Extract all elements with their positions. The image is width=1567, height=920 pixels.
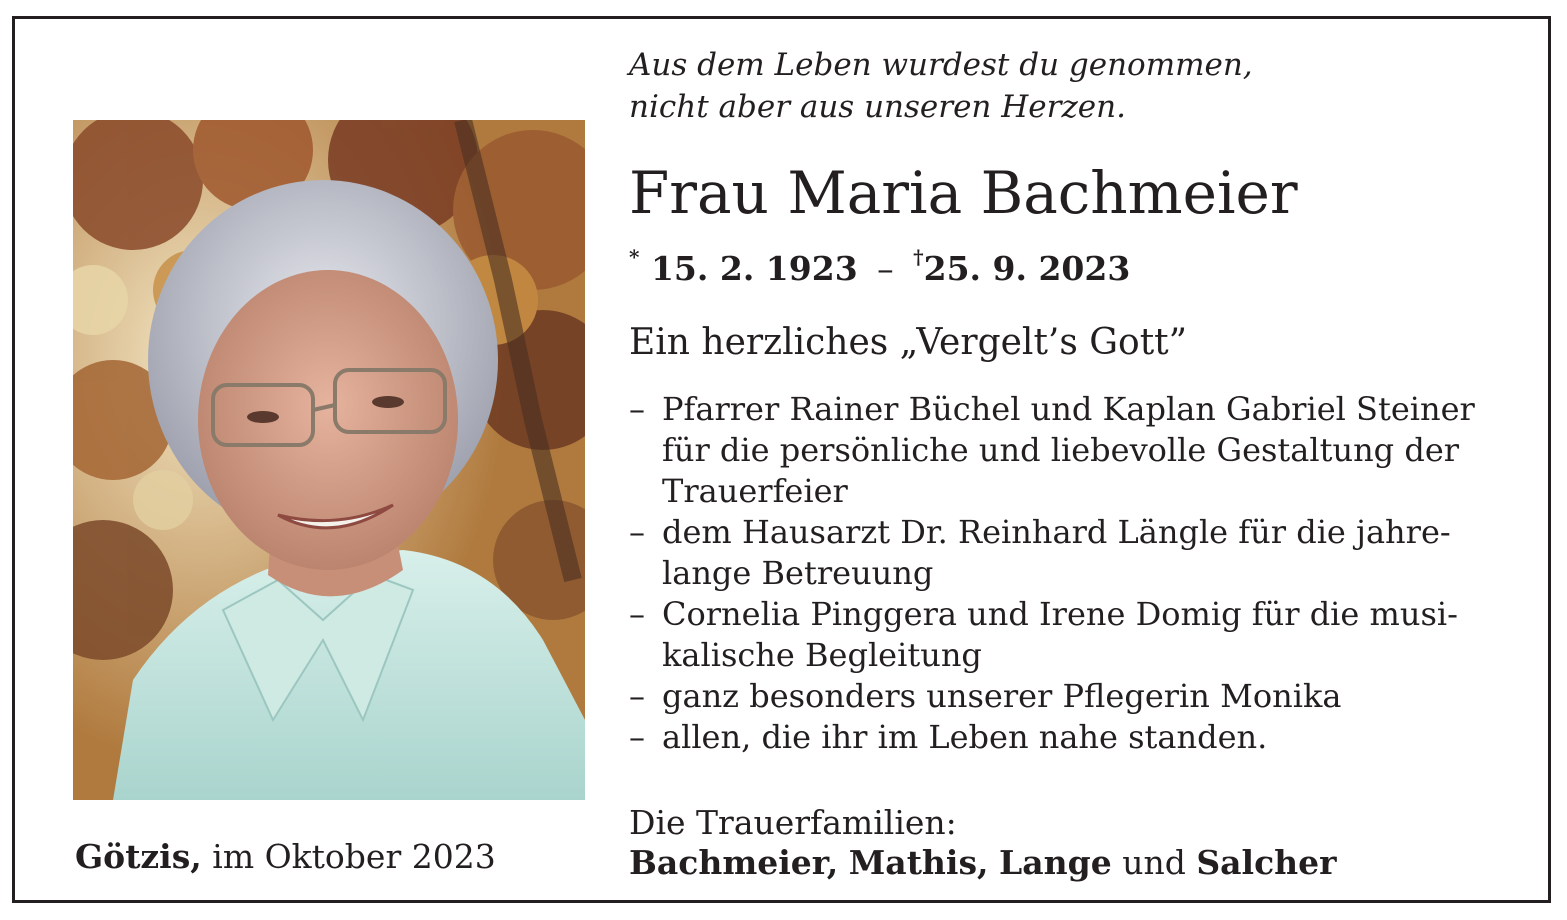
- family-name: Lange: [999, 843, 1112, 882]
- motto-line: nicht aber aus unseren Herzen.: [629, 89, 1126, 125]
- date-separator: –: [877, 249, 894, 288]
- family-names: [629, 841, 1337, 885]
- thanks-line: kalische Begleitung: [662, 636, 982, 674]
- thanks-line: lange Betreuung: [662, 554, 934, 592]
- death-symbol: †: [913, 245, 924, 269]
- family-name: Mathis,: [848, 843, 989, 882]
- notice-date: im Oktober 2023: [212, 837, 496, 876]
- families-label: Die Trauerfamilien:: [629, 803, 957, 842]
- thanks-line: Cornelia Pinggera und Irene Domig für die musi-: [662, 595, 1458, 633]
- thanks-item: [629, 594, 1529, 676]
- bullet-dash: –: [629, 595, 645, 633]
- thanks-line: Pfarrer Rainer Büchel und Kaplan Gabriel Steiner: [662, 390, 1475, 428]
- bullet-dash: –: [629, 390, 645, 428]
- place-date: [75, 835, 496, 879]
- thanks-list: [629, 389, 1529, 758]
- thanks-line: für die persönliche und liebevolle Gestaltung der: [662, 431, 1460, 469]
- death-date: 25. 9. 2023: [923, 249, 1131, 288]
- birth-date: 15. 2. 1923: [650, 249, 858, 288]
- thanks-line: ganz besonders unserer Pflegerin Monika: [662, 677, 1342, 715]
- bullet-dash: –: [629, 677, 645, 715]
- life-dates: [629, 235, 1130, 291]
- thanks-item: [629, 389, 1529, 512]
- bullet-dash: –: [629, 718, 645, 756]
- motto: [629, 44, 1253, 128]
- place-name: Götzis,: [75, 837, 202, 876]
- birth-symbol: *: [629, 245, 640, 269]
- thanks-item: [629, 717, 1529, 758]
- thanks-line: dem Hausarzt Dr. Reinhard Längle für die jahre-: [662, 513, 1451, 551]
- conjunction: und: [1122, 843, 1186, 882]
- thanks-heading: Ein herzliches „Vergelt’s Gott”: [629, 322, 1188, 363]
- family-name: Bachmeier,: [629, 843, 839, 882]
- thanks-line: allen, die ihr im Leben nahe standen.: [662, 718, 1268, 756]
- thanks-item: [629, 512, 1529, 594]
- bullet-dash: –: [629, 513, 645, 551]
- portrait-photo: [73, 120, 585, 800]
- thanks-line: Trauerfeier: [662, 472, 848, 510]
- thanks-item: [629, 676, 1529, 717]
- motto-line: Aus dem Leben wurdest du genommen,: [629, 47, 1253, 83]
- family-name: Salcher: [1196, 843, 1337, 882]
- deceased-name: Frau Maria Bachmeier: [629, 159, 1298, 227]
